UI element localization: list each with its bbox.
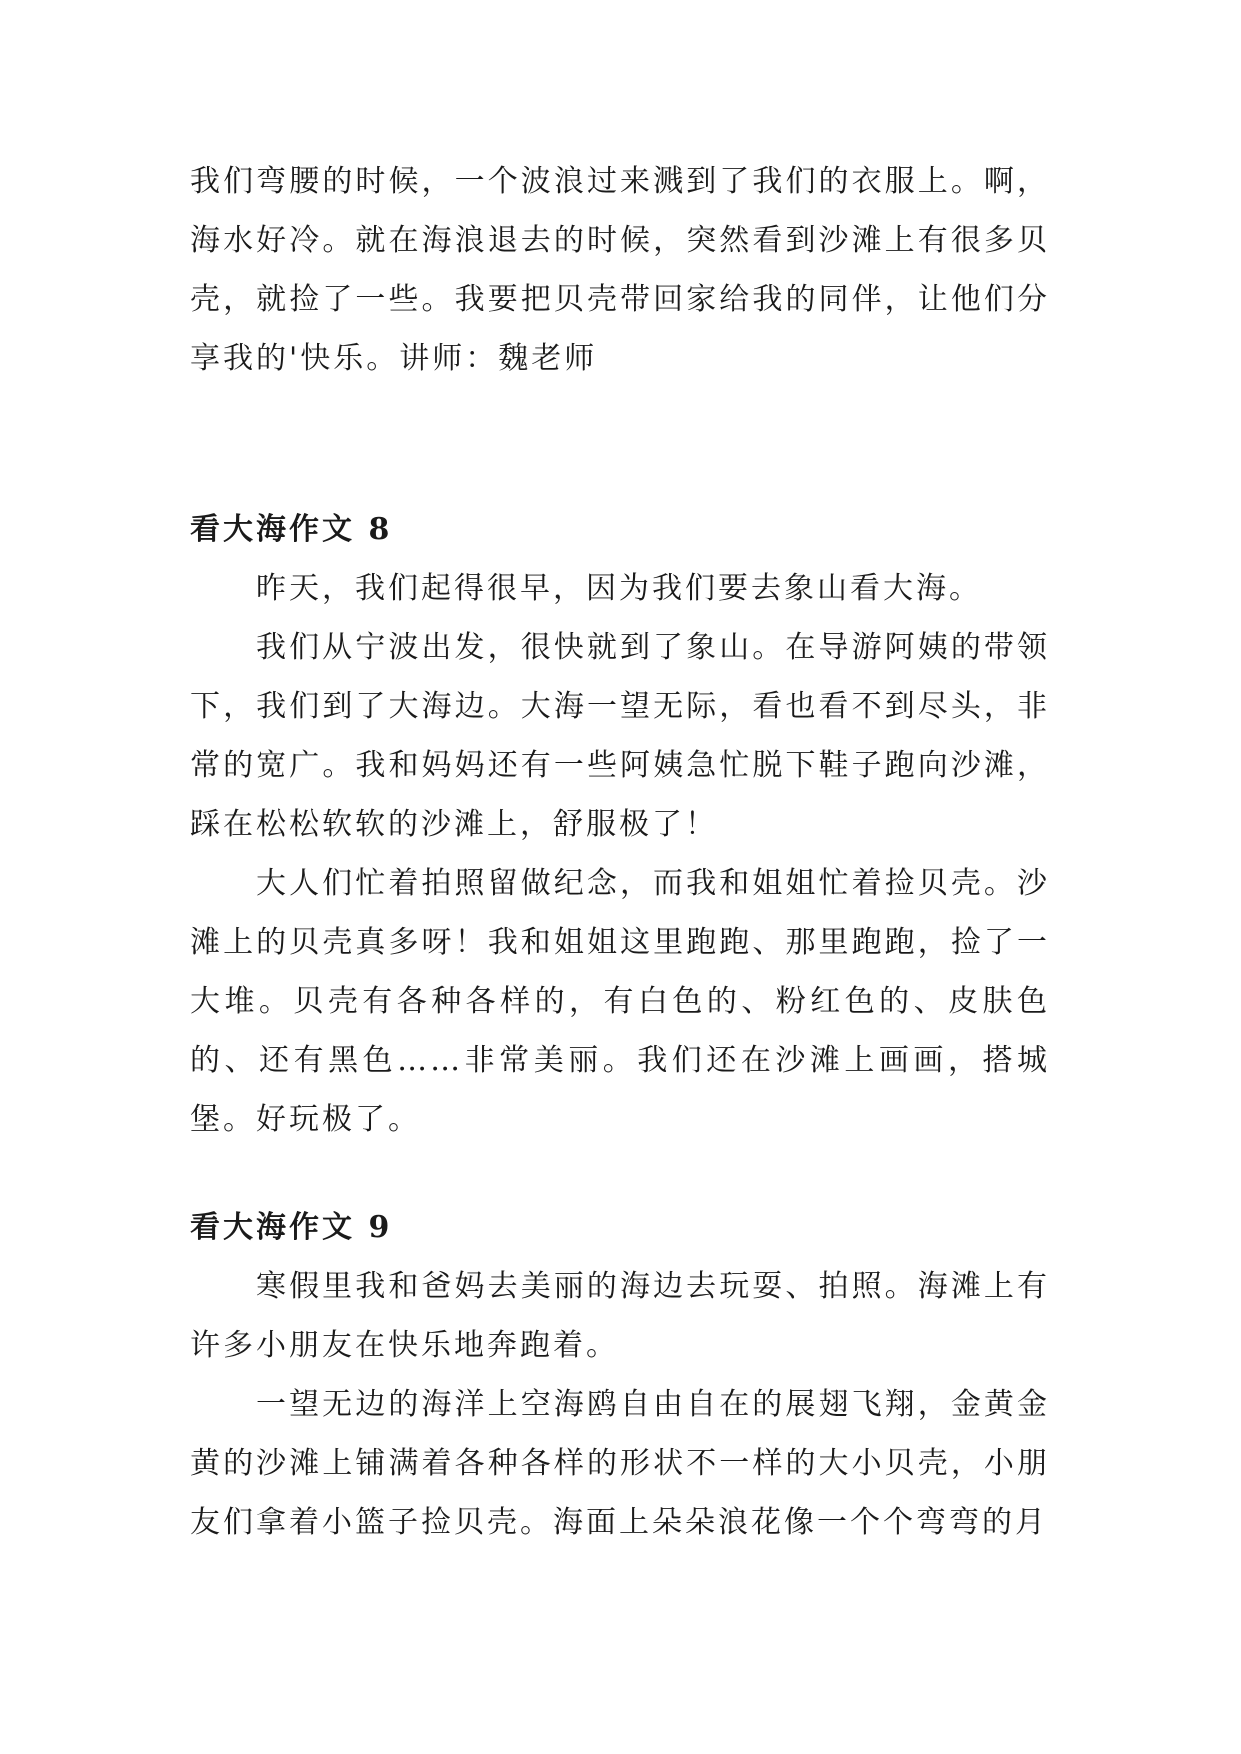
essay-9 — [190, 1198, 1050, 1552]
essay-9-paragraph-2: 一望无边的海洋上空海鸥自由自在的展翅飞翔，金黄金黄的沙滩上铺满着各种各样的形状不一样的大小贝壳，小朋友们拿着小篮子捡贝壳。海面上朵朵浪花像一个个弯弯的月 — [190, 1387, 1050, 1540]
essay-9-paragraph-1: 寒假里我和爸妈去美丽的海边去玩耍、拍照。海滩上有许多小朋友在快乐地奔跑着。 — [190, 1269, 1050, 1363]
essay-8-paragraph-1: 昨天，我们起得很早，因为我们要去象山看大海。 — [256, 571, 982, 606]
continuation-block — [190, 152, 1050, 388]
essay-8-paragraph-2: 我们从宁波出发，很快就到了象山。在导游阿姨的带领下，我们到了大海边。大海一望无际，看也看不到尽头，非常的宽广。我和妈妈还有一些阿姨急忙脱下鞋子跑向沙滩，踩在松松软软的沙滩上，舒服极了！ — [190, 630, 1050, 842]
essay-8-paragraph-3: 大人们忙着拍照留做纪念，而我和姐姐忙着捡贝壳。沙滩上的贝壳真多呀！我和姐姐这里跑跑、那里跑跑，捡了一大堆。贝壳有各种各样的，有白色的、粉红色的、皮肤色的、还有黑色……非常美丽。我们还在沙滩上画画，搭城堡。好玩极了。 — [190, 866, 1050, 1137]
essay-8 — [190, 500, 1050, 1149]
essay-9-title: 看大海作文 9 — [190, 1210, 393, 1245]
continuation-paragraph: 我们弯腰的时候，一个波浪过来溅到了我们的衣服上。啊，海水好冷。就在海浪退去的时候，突然看到沙滩上有很多贝壳，就捡了一些。我要把贝壳带回家给我的同伴，让他们分享我的'快乐。讲师：魏老师 — [190, 164, 1050, 376]
essay-8-title: 看大海作文 8 — [190, 512, 393, 547]
